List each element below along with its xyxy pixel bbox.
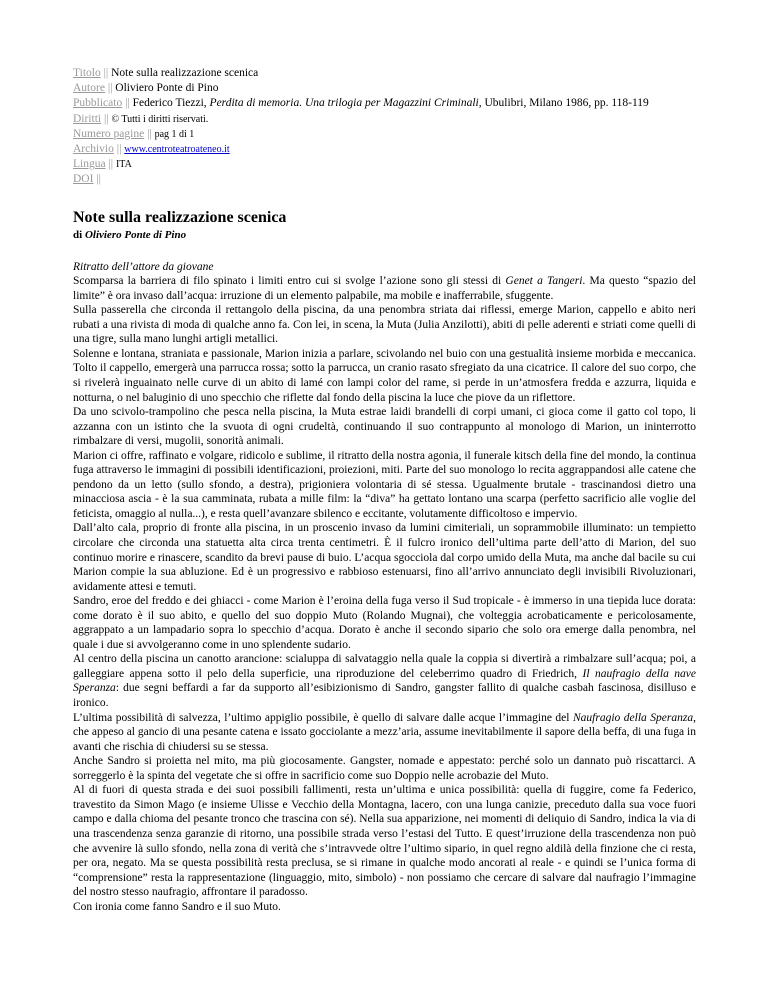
meta-row-diritti [73, 112, 696, 127]
paragraph-7: Sandro, eroe del freddo e dei ghiacci - come Marion è l’eroina della fuga verso il Sud tropicale - è immerso in una tiepida luce dorata: come dorato è il suo abito, e quello del suo doppio Muto (Rolando Mugnai), che volteggia acrobaticamente e pericolosamente, aggrappato a un lampadario sopra lo specchio d’acqua. Dorato è anche il secondo sipario che solo ora emerge dalla penombra, nel quale i due si avvolgeranno come in uno splendente sudario. [73, 595, 696, 651]
meta-label-autore[interactable]: Autore [73, 82, 105, 95]
metadata-block [73, 66, 696, 188]
paragraph-2: Sulla passerella che circonda il rettangolo della piscina, da una penombra striata dai riflessi, emerge Marion, cappello e abito neri rubati a una rivista di moda di qualche anno fa. Con lei, in scena, la Muta (Julia Anzilotti), abiti di pelle aderenti e striati come quelli di una tigre, sulla mano lunghi artigli metallici. [73, 304, 696, 346]
archive-link[interactable]: www.centroteatroateneo.it [124, 144, 230, 156]
meta-row-lingua [73, 157, 696, 172]
meta-row-titolo [73, 66, 696, 81]
p8-text-pre: Al centro della piscina un canotto arancione: scialuppa di salvataggio nella quale la coppia si divertirà a rimbalzare sull’acqua; poi, a galleggiare appena sotto il pelo della superficie, una riproduzione del celeberrimo quadro di Friedrich, [73, 653, 696, 680]
meta-value-autore: Oliviero Ponte di Pino [115, 82, 219, 95]
meta-row-numero-pagine [73, 127, 696, 142]
meta-value-numero-pagine: pag 1 di 1 [154, 128, 195, 140]
meta-row-autore [73, 81, 696, 96]
paragraph-4: Da uno scivolo-trampolino che pesca nella piscina, la Muta estrae laidi brandelli di corpi umani, ci gioca come il gatto col topo, li azzanna con un istinto che la svuota di ogni crudeltà, continuando il suo contrappunto al monologo di Marion, un ininterrotto rimbalzare di versi, mugolii, sonorità animali. [73, 406, 696, 448]
meta-value-diritti: © Tutti i diritti riservati. [111, 113, 209, 125]
meta-separator: || [122, 97, 133, 110]
meta-value-lingua: ITA [115, 159, 132, 171]
meta-row-doi [73, 172, 696, 187]
paragraph-11: Al di fuori di questa strada e dei suoi possibili fallimenti, resta un’ultima e unica possibilità: quella di fuggire, come fa Federico, travestito da Simon Mago (e insieme Ulisse e Vecchio della Montagna, lacero, con una lunga canizie, preceduto dalla sua voce fuori campo e dalla chioma del pesante tronco che trascina con sé). Nella sua apparizione, nei momenti di deliquio di Sandro, indica la via di una trascendenza senza garanzie di ritorno, una possibile strada verso l’estasi del Tutto. E quest’irruzione della trascendenza non può che avvenire là sullo sfondo, nella zona di verità che s’intravvede oltre l’ultimo sipario, in quel regno aldilà della finzione che ci resta, per ora, negato. Ma se questa possibilità resta preclusa, se si rimane in qualche modo ancorati al reale - e quindi se l’unica forma di “comprensione” resta la rappresentazione (linguaggio, mito, simbolo) - non possiamo che cercare di salvare dal naufragio l’immagine del nostro stesso naufragio, affrontare il paradosso. [73, 784, 696, 899]
paragraph-9 [73, 711, 696, 755]
article-byline [73, 228, 696, 242]
meta-label-archivio[interactable]: Archivio [73, 143, 114, 156]
paragraph-10: Anche Sandro si proietta nel mito, ma più giocosamente. Gangster, nomade e appestato: perché solo un dannato può riscattarci. A sorreggerlo è la spinta del vegetate che si offre in sacrificio come suo Doppio nelle acrobazie del Muto. [73, 755, 696, 782]
p1-italic: Genet a Tangeri [505, 275, 583, 288]
byline-prefix: di [73, 228, 85, 241]
byline-author: Oliviero Ponte di Pino [84, 228, 187, 241]
p8-text-post: : due segni beffardi a far da supporto all’esibizionismo di Sandro, gangster fallito di qualche casbah fascinosa, disilluso e ironico. [73, 682, 696, 710]
meta-separator: || [105, 158, 116, 171]
meta-separator: || [93, 173, 101, 186]
p9-text-post: , che appeso al gancio di una pesante catena e issato gocciolante a mezz’aria, assume inevitabilmente il sapore della beffa, di una fuga in avanti che rischia di chiudersi su se stessa. [73, 711, 696, 753]
article-subtitle: Ritratto dell’attore da giovane [73, 260, 214, 273]
p9-italic: Naufragio della Speranza [573, 711, 694, 724]
meta-label-doi[interactable]: DOI [73, 173, 94, 186]
meta-label-numero-pagine[interactable]: Numero pagine [73, 127, 145, 140]
meta-value-pubblicato-title: Perdita di memoria. Una trilogia per Magazzini Criminali [209, 97, 479, 110]
meta-separator: || [144, 127, 155, 140]
meta-separator: || [113, 143, 125, 156]
meta-label-lingua[interactable]: Lingua [73, 158, 106, 171]
meta-label-pubblicato[interactable]: Pubblicato [73, 97, 123, 110]
meta-value-titolo: Note sulla realizzazione scenica [111, 67, 259, 79]
meta-value-pubblicato-post: , Ubulibri, Milano 1986, pp. 118-119 [478, 97, 649, 110]
meta-value-pubblicato-pre: Federico Tiezzi, [132, 97, 210, 110]
article-title: Note sulla realizzazione scenica [73, 208, 287, 226]
meta-separator: || [101, 112, 112, 125]
p8-italic: Il naufragio della nave Speranza [73, 667, 697, 695]
meta-separator: || [104, 82, 116, 95]
paragraph-1 [73, 274, 696, 303]
paragraph-5: Marion ci offre, raffinato e volgare, ridicolo e sublime, il ritratto della nostra agonia, il funerale kitsch della fine del mondo, la continua fuga attraverso le immagini di possibili identificazioni, proiezioni, miti. Parte del suo monologo lo recita aggrappandosi alle catene che pendono da un letto (sullo sfondo, a destra), prigioniera volontaria di sé stessa. Ugualmente brutale - trascinandosi dietro una minacciosa ascia - è la sua camminata, rubata a mille film: la “diva” ha gettato lontano una scarpa (perfetto sacrificio alle voglie del feticista, omaggio al nulla...), e resta quell’avanzare sbilenco e eccitante, volutamente difficoltoso e impervio. [73, 449, 696, 520]
meta-label-titolo[interactable]: Titolo [73, 67, 101, 79]
p1-text-post: . Ma questo “spazio del limite” è ora invaso dall’acqua: irruzione di un elemento palpabile, ma mobile e inafferrabile, sfuggente. [73, 275, 696, 302]
meta-label-diritti[interactable]: Diritti [73, 112, 102, 125]
paragraph-3: Solenne e lontana, straniata e passionale, Marion inizia a parlare, scivolando nel buio con una gestualità insieme morbida e meccanica. Tolto il cappello, emergerà una parrucca rossa; sotto la parrucca, un cranio rasato sfregiato da una cicatrice. Il calore del suo corpo, che si rivelerà inguainato nelle curve di un abito di lamé con lampi color del rame, si perde in un’atmosfera fredda e azzurra, liquida e notturna, o nel baluginio di uno specchio che riflette dal fondo della piscina la luce che piove da un riflettore. [73, 347, 696, 404]
p9-text-pre: L’ultima possibilità di salvezza, l’ultimo appiglio possibile, è quello di salvare dalle acque l’immagine del [73, 711, 573, 724]
paragraph-8 [73, 652, 696, 710]
meta-row-pubblicato [73, 96, 696, 111]
meta-row-archivio [73, 142, 696, 157]
meta-separator: || [100, 67, 112, 79]
paragraph-6: Dall’alto cala, proprio di fronte alla piscina, in un proscenio invaso da lumini cimiteriali, un soprammobile illuminato: un tempietto circolare che circonda una statuetta alta circa trenta centimetri. È il fulcro ironico dell’ultima parte dell’atto di Marion, del suo continuo morire e rinascere, scandito da brevi pause di buio. L’acqua sgocciola dal corpo umido della Muta, ma anche dal bacile su cui Marion compie la sua abluzione. Ed è un progressivo e rabbioso estenuarsi, fino all’arrivo annunciato degli invisibili Rivoluzionari, avidamente attesi e temuti. [73, 522, 696, 593]
paragraph-12: Con ironia come fanno Sandro e il suo Muto. [73, 900, 281, 913]
p1-text-pre: Scomparsa la barriera di filo spinato i limiti entro cui si svolge l’azione sono gli stessi di [73, 275, 506, 288]
article-body [73, 260, 696, 915]
